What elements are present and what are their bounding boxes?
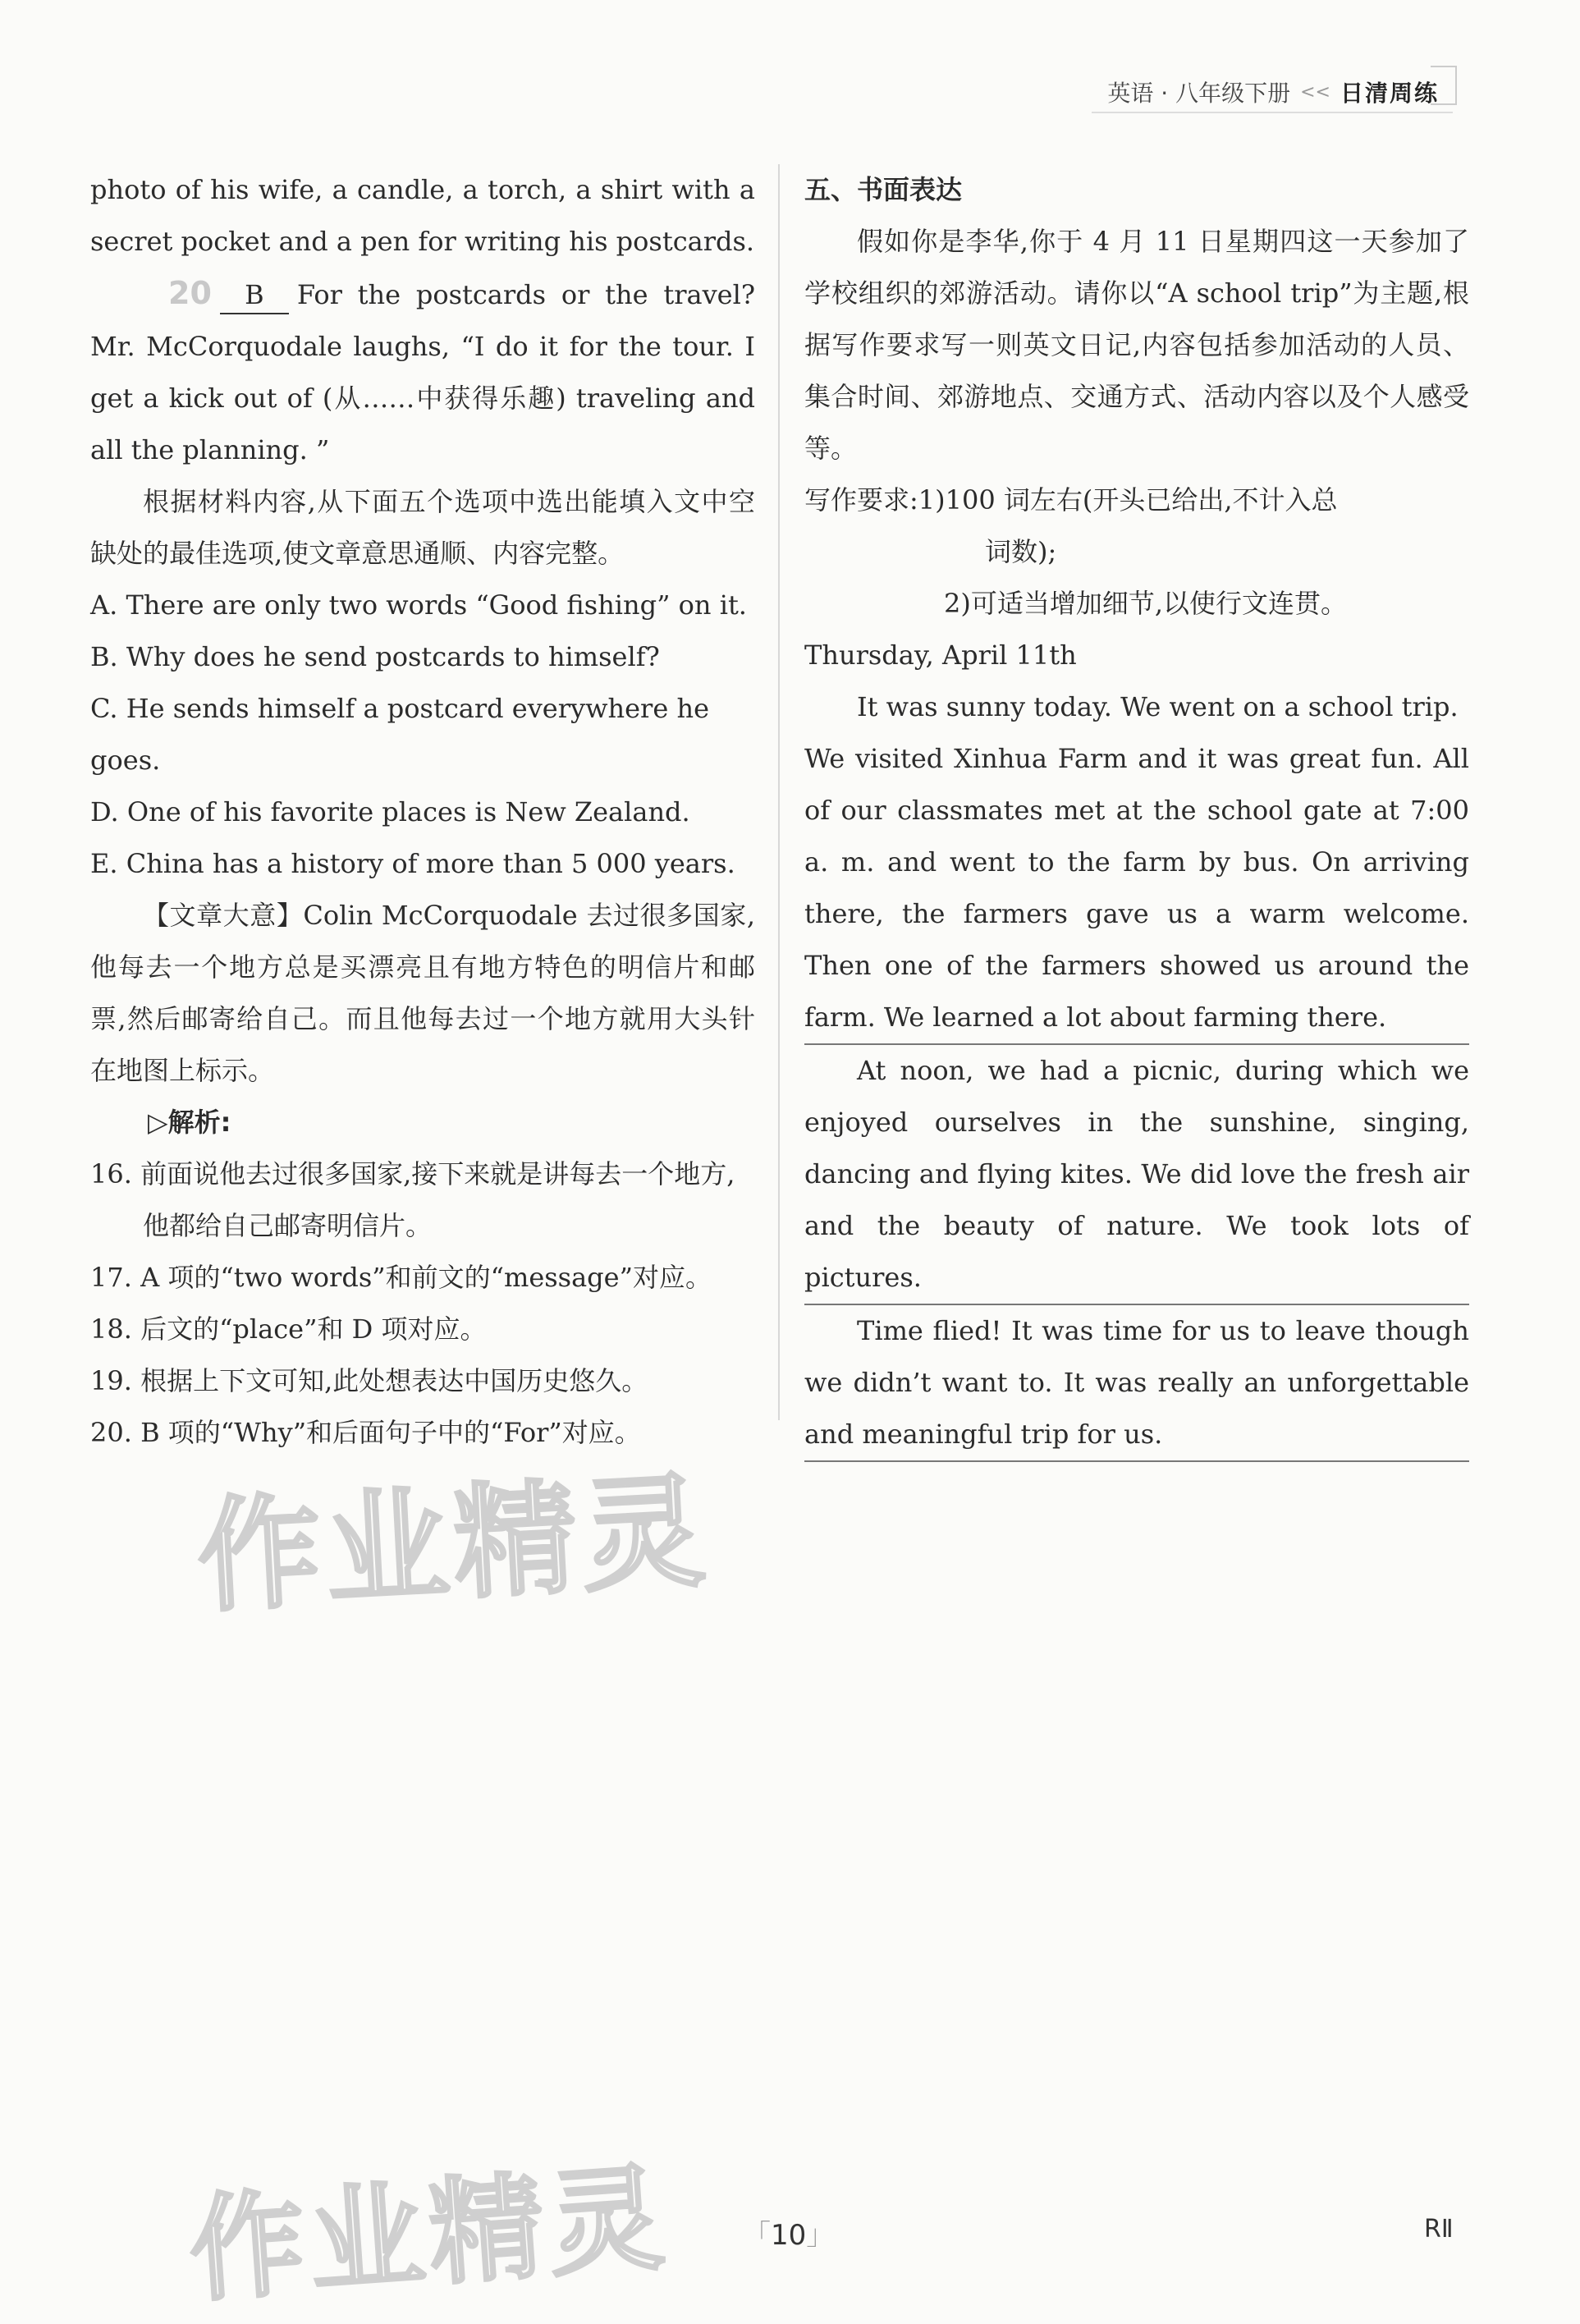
header-box-decoration <box>1431 66 1457 105</box>
right-column <box>804 164 1469 1462</box>
requirement-2: 2)可适当增加细节,以使行文连贯。 <box>944 588 1348 619</box>
page-header <box>1107 76 1439 108</box>
writing-prompt: 假如你是李华,你于 4 月 11 日星期四这一天参加了学校组织的郊游活动。请你以“A school trip”为主题,根据写作要求写一则英文日记,内容包括参加活动的人员、集合时间、郊游地点、交通方式、活动内容以及个人感受等。 <box>804 226 1469 464</box>
section-title: 五、书面表达 <box>804 174 963 205</box>
column-divider <box>778 164 780 1420</box>
diary-answer-paragraph-2: At noon, we had a picnic, during which we enjoyed ourselves in the sunshine, singing, dancing and flying kites. We did love the fresh air and the beauty of nature. We took lots of pictures. <box>804 1045 1469 1305</box>
question-20-number: 20 <box>168 275 212 311</box>
option-b: B. Why does he send postcards to himself? <box>90 641 660 672</box>
requirement-1: 写作要求:1)100 词左右(开头已给出,不计入总 <box>804 484 1338 516</box>
diary-answer-paragraph-1: We visited Xinhua Farm and it was great fun. All of our classmates met at the school gate at 7:00 a. m. and went to the farm by bus. On arriving there, the farmers gave us a warm welcome. Then one of the farmers showed us around the farm. We learned a lot about farming there. <box>804 733 1469 1045</box>
diary-opening: It was sunny today. We went on a school trip. <box>857 691 1459 722</box>
analysis-item-20: 20. B 项的“Why”和后面句子中的“For”对应。 <box>90 1417 641 1448</box>
header-rule <box>1092 112 1453 113</box>
option-e: E. China has a history of more than 5 000 years. <box>90 848 735 879</box>
header-brand: 日清周练 <box>1340 80 1439 107</box>
instruction-text: 根据材料内容,从下面五个选项中选出能填入文中空缺处的最佳选项,使文章意思通顺、内容完整。 <box>90 486 755 569</box>
question-20-text: For the postcards or the travel? Mr. McCorquodale laughs, “I do it for the tour. I get a kick out of (从……中获得乐趣) traveling and all the planning. ” <box>90 279 755 465</box>
analysis-heading <box>90 1097 755 1148</box>
option-c: C. He sends himself a postcard everywhere he goes. <box>90 693 709 776</box>
watermark-logo: 作业精灵 <box>194 1460 713 1630</box>
analysis-label: ▷解析: <box>148 1107 231 1138</box>
analysis-item-19: 19. 根据上下文可知,此处想表达中国历史悠久。 <box>90 1365 648 1396</box>
question-20-answer: B <box>220 277 289 314</box>
left-column <box>90 164 755 1459</box>
diary-date: Thursday, April 11th <box>804 639 1077 671</box>
analysis-item-16: 16. 前面说他去过很多国家,接下来就是讲每去一个地方,他都给自己邮寄明信片。 <box>90 1158 735 1241</box>
double-chevron-left-icon: << <box>1300 81 1330 103</box>
option-a: A. There are only two words “Good fishing” on it. <box>90 589 747 621</box>
diary-answer-paragraph-3: Time flied! It was time for us to leave though we didn’t want to. It was really an unforgettable and meaningful trip for us. <box>804 1305 1469 1462</box>
passage-paragraph: photo of his wife, a candle, a torch, a shirt with a secret pocket and a pen for writing his postcards. <box>90 174 755 257</box>
requirement-1-continued: 词数); <box>985 536 1057 567</box>
article-summary: 【文章大意】Colin McCorquodale 去过很多国家,他每去一个地方总是买漂亮且有地方特色的明信片和邮票,然后邮寄给自己。而且他每去过一个地方就用大头针在地图上标示。 <box>90 900 755 1086</box>
page-number: 「10」 <box>743 2219 835 2252</box>
watermark-logo-bottom: 作业精灵 <box>185 2151 673 2319</box>
analysis-item-18: 18. 后文的“place”和 D 项对应。 <box>90 1313 487 1345</box>
analysis-item-17: 17. A 项的“two words”和前文的“message”对应。 <box>90 1262 712 1293</box>
question-20 <box>90 268 755 476</box>
page-number-value: 10 <box>771 2219 807 2252</box>
edition-label: RⅡ <box>1424 2215 1454 2244</box>
option-d: D. One of his favorite places is New Zealand. <box>90 796 690 827</box>
header-subject: 英语 · 八年级下册 <box>1107 80 1291 107</box>
